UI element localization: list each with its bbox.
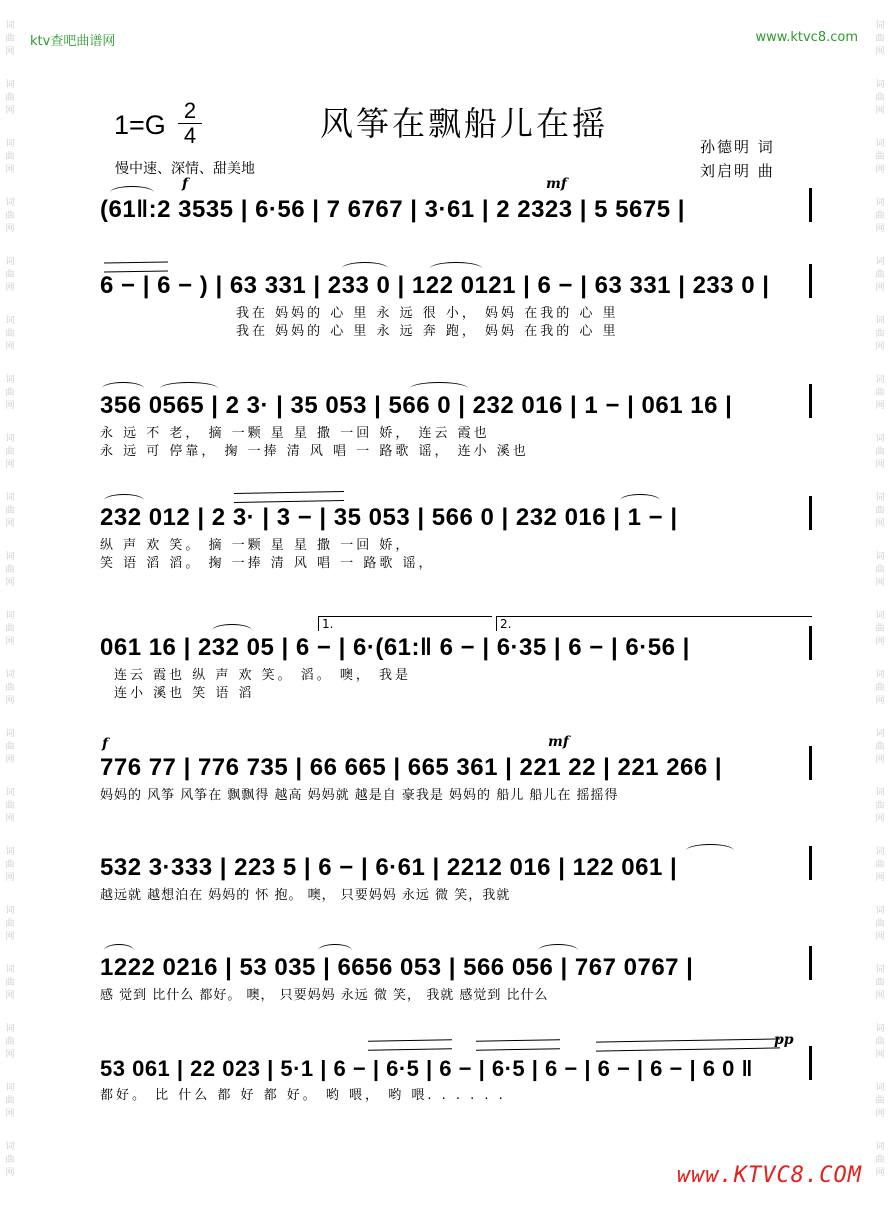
- watermark-side-left: [3, 20, 17, 1198]
- lyricist-credit: 孙德明 词: [700, 138, 775, 156]
- lyric-line-2: 我在 妈妈的 心 里 永 远 奔 跑， 妈妈 在我的 心 里: [236, 324, 619, 339]
- notes-line: [100, 378, 812, 422]
- dynamic-marking: f: [102, 736, 109, 752]
- site-url-watermark: www.ktvc8.com: [755, 30, 858, 45]
- barline: [809, 846, 812, 880]
- lyric-line-1: 越远就 越想泊在 妈妈的 怀 抱。 噢， 只要妈妈 永远 微 笑，我就: [100, 888, 511, 903]
- time-signature-bottom: 4: [183, 123, 197, 148]
- watermark-unit: 词曲网: [5, 847, 15, 883]
- barline: [809, 264, 812, 298]
- watermark-unit: 词曲网: [875, 198, 885, 234]
- barline: [809, 626, 812, 660]
- watermark-unit: 词曲网: [875, 316, 885, 352]
- slur: [686, 844, 734, 857]
- lyric-line-1: 永 远 不 老， 摘 一颗 星 星 撒 一回 娇， 连云 霞也: [100, 426, 490, 441]
- watermark-unit: 词曲网: [5, 375, 15, 411]
- lyric-line-1: 连云 霞也 纵 声 欢 笑。 滔。 噢， 我是: [114, 668, 412, 683]
- score-system: [100, 940, 812, 1002]
- score-system: [100, 617, 812, 701]
- watermark-unit: 词曲网: [5, 139, 15, 175]
- watermark-unit: 词曲网: [875, 1142, 885, 1178]
- site-logo-watermark: www.KTVC8.COM: [676, 1163, 862, 1188]
- key-signature: 1=G: [114, 110, 166, 140]
- dynamic-marking: mf: [548, 734, 569, 750]
- watermark-unit: 词曲网: [875, 1083, 885, 1119]
- watermark-unit: 词曲网: [875, 375, 885, 411]
- notes-line: [100, 740, 812, 784]
- score-system: [100, 840, 812, 902]
- watermark-unit: 词曲网: [5, 80, 15, 116]
- watermark-unit: 词曲网: [875, 552, 885, 588]
- notation-text: 1222 0216 | 53 035 | 6656 053 | 566 056 | 767 0767 |: [100, 954, 694, 981]
- watermark-unit: 词曲网: [875, 257, 885, 293]
- watermark-unit: 词曲网: [5, 611, 15, 647]
- watermark-unit: 词曲网: [875, 139, 885, 175]
- notation-text: 53 061 | 22 023 | 5·1 | 6 − | 6·5 | 6 − | 6·5 | 6 − | 6 − | 6 − | 6 0 ‖: [100, 1056, 753, 1081]
- watermark-unit: 词曲网: [875, 906, 885, 942]
- notation-text: 776 77 | 776 735 | 66 665 | 665 361 | 221 22 | 221 266 |: [100, 754, 723, 781]
- watermark-unit: 词曲网: [5, 1024, 15, 1060]
- notes-line: [100, 840, 812, 884]
- watermark-unit: 词曲网: [875, 1024, 885, 1060]
- barline: [809, 1046, 812, 1080]
- notation-text: (61‖:2 3535 | 6·56 | 7 6767 | 3·61 | 2 2323 | 5 5675 |: [100, 196, 685, 223]
- site-name-watermark: ktv查吧曲谱网: [30, 34, 116, 49]
- lyric-line-2: 连小 溪也 笑 语 滔: [114, 686, 255, 701]
- notes-line: [100, 258, 812, 302]
- tempo-marking: 慢中速、深情、甜美地: [115, 161, 255, 177]
- lyric-line-2: 笑 语 滔 滔。 掬 一捧 清 风 唱 一 路歌 谣，: [100, 556, 435, 571]
- score-system: [100, 1032, 812, 1103]
- watermark-unit: 词曲网: [5, 198, 15, 234]
- notes-line: [100, 940, 812, 984]
- watermark-unit: 词曲网: [5, 552, 15, 588]
- watermark-unit: 词曲网: [5, 1142, 15, 1178]
- watermark-unit: 词曲网: [875, 729, 885, 765]
- notation-text: 6 − | 6 − ) | 63 331 | 233 0 | 122 0121 | 6 − | 63 331 | 233 0 |: [100, 272, 770, 299]
- time-signature: [178, 100, 202, 147]
- dynamic-marking: f: [182, 176, 189, 192]
- notes-line: [100, 182, 812, 226]
- volta-bracket-1: 1.: [318, 616, 492, 631]
- score-system: [100, 258, 812, 338]
- lyric-line-1: 感 觉到 比什么 都好。 噢， 只要妈妈 永远 微 笑， 我就 感觉到 比什么: [100, 988, 549, 1003]
- score-system: [100, 490, 812, 570]
- watermark-unit: 词曲网: [875, 965, 885, 1001]
- watermark-unit: 词曲网: [5, 316, 15, 352]
- notation-text: 232 012 | 2 3· | 3 − | 35 053 | 566 0 | 232 016 | 1 − |: [100, 504, 678, 531]
- watermark-unit: 词曲网: [875, 493, 885, 529]
- time-signature-top: 2: [183, 98, 197, 123]
- watermark-unit: 词曲网: [875, 434, 885, 470]
- barline: [809, 188, 812, 222]
- notation-text: 532 3·333 | 223 5 | 6 − | 6·61 | 2212 016 | 122 061 |: [100, 854, 678, 881]
- watermark-unit: 词曲网: [5, 788, 15, 824]
- lyric-line-1: 我在 妈妈的 心 里 永 远 很 小， 妈妈 在我的 心 里: [236, 306, 619, 321]
- watermark-unit: 词曲网: [875, 21, 885, 57]
- lyric-line-1: 纵 声 欢 笑。 摘 一颗 星 星 撒 一回 娇，: [100, 538, 412, 553]
- watermark-unit: 词曲网: [5, 906, 15, 942]
- dynamic-marking: mf: [546, 176, 567, 192]
- watermark-unit: 词曲网: [5, 434, 15, 470]
- notes-line: [100, 1040, 812, 1084]
- notes-line: [100, 620, 812, 664]
- lyric-line-1: 都好。 比 什么 都 好 都 好。 哟 喂， 哟 喂. . . . . .: [100, 1088, 506, 1103]
- volta-bracket-2: 2.: [496, 616, 812, 631]
- score-system: [100, 734, 812, 803]
- watermark-unit: 词曲网: [875, 670, 885, 706]
- barline: [809, 746, 812, 780]
- notes-line: [100, 490, 812, 534]
- lyric-line-1: 妈妈的 风筝 风筝在 飘飘得 越高 妈妈就 越是自 豪我是 妈妈的 船儿 船儿在 摇摇得: [100, 788, 619, 803]
- score-system: [100, 378, 812, 458]
- watermark-unit: 词曲网: [5, 670, 15, 706]
- watermark-unit: 词曲网: [5, 493, 15, 529]
- watermark-unit: 词曲网: [875, 847, 885, 883]
- watermark-unit: 词曲网: [5, 965, 15, 1001]
- watermark-side-right: [873, 20, 887, 1198]
- notation-text: 356 0565 | 2 3· | 35 053 | 566 0 | 232 016 | 1 − | 061 16 |: [100, 392, 733, 419]
- barline: [809, 496, 812, 530]
- watermark-unit: 词曲网: [5, 1083, 15, 1119]
- watermark-unit: 词曲网: [5, 257, 15, 293]
- composer-credit: 刘启明 曲: [700, 162, 775, 180]
- watermark-unit: 词曲网: [875, 788, 885, 824]
- watermark-unit: 词曲网: [5, 21, 15, 57]
- lyric-line-2: 永 远 可 停靠， 掬 一捧 清 风 唱 一 路歌 谣， 连小 溪也: [100, 444, 529, 459]
- song-title: 风筝在飘船儿在摇: [320, 104, 608, 143]
- barline: [809, 384, 812, 418]
- score-system: [100, 176, 812, 226]
- watermark-unit: 词曲网: [875, 80, 885, 116]
- barline: [809, 946, 812, 980]
- watermark-unit: 词曲网: [875, 611, 885, 647]
- notation-text: 061 16 | 232 05 | 6 − | 6·(61:‖ 6 − | 6·35 | 6 − | 6·56 |: [100, 634, 690, 661]
- dynamic-marking: pp: [774, 1032, 794, 1048]
- watermark-unit: 词曲网: [5, 729, 15, 765]
